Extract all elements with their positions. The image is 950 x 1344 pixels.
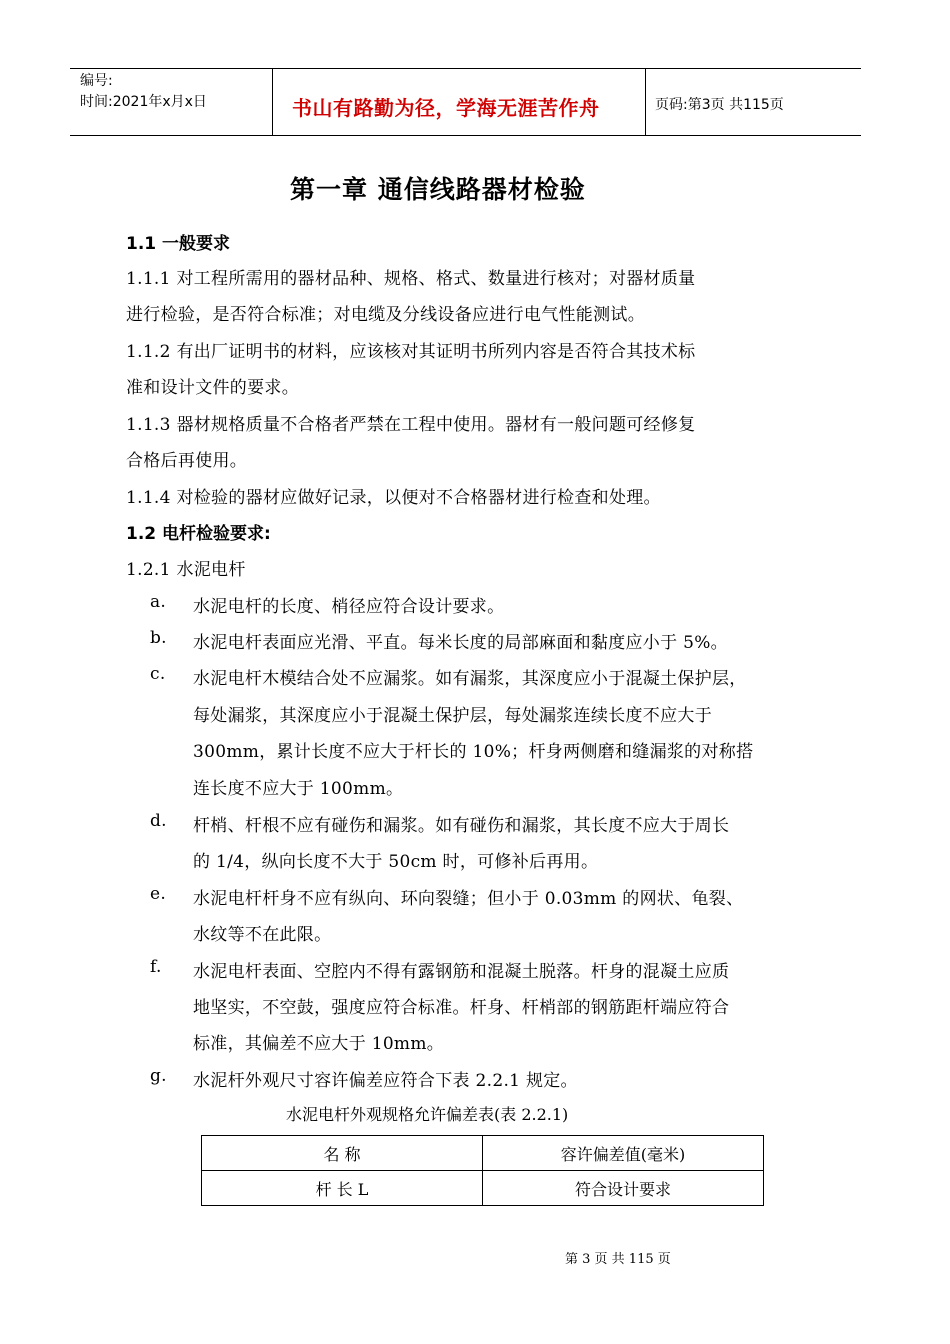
list-item-c-line2: 每处漏浆，其深度应小于混凝土保护层，每处漏浆连续长度不应大于 <box>193 706 712 726</box>
list-marker-c: c. <box>150 664 166 684</box>
section-heading-1-1: 1.1 一般要求 <box>126 234 231 254</box>
list-marker-e: e. <box>150 884 167 904</box>
list-marker-f: f. <box>150 957 162 977</box>
list-item-c-line1: 水泥电杆木模结合处不应漏浆。如有漏浆，其深度应小于混凝土保护层， <box>193 669 747 689</box>
list-item-g-line1: 水泥杆外观尺寸容许偏差应符合下表 2.2.1 规定。 <box>193 1071 578 1091</box>
document-number-label: 编号: <box>80 73 113 89</box>
tolerance-table <box>201 1135 764 1206</box>
table-header-value: 容许偏差值(毫米) <box>483 1136 764 1171</box>
paragraph-1-2-1: 1.2.1 水泥电杆 <box>126 560 246 580</box>
list-marker-d: d. <box>150 811 167 831</box>
paragraph-1-1-2-line2: 准和设计文件的要求。 <box>126 378 299 398</box>
list-item-e-line1: 水泥电杆杆身不应有纵向、环向裂缝；但小于 0.03mm 的网状、龟裂、 <box>193 889 744 909</box>
paragraph-1-1-1-line1: 1.1.1 对工程所需用的器材品种、规格、格式、数量进行核对；对器材质量 <box>126 269 696 289</box>
paragraph-1-1-2-line1: 1.1.2 有出厂证明书的材料，应该核对其证明书所列内容是否符合其技术标 <box>126 342 696 362</box>
list-item-c-line3: 300mm，累计长度不应大于杆长的 10%；杆身两侧磨和缝漏浆的对称搭 <box>193 742 754 762</box>
page-footer: 第 3 页 共 115 页 <box>565 1252 671 1267</box>
paragraph-1-1-3-line2: 合格后再使用。 <box>126 451 248 471</box>
paragraph-1-1-3-line1: 1.1.3 器材规格质量不合格者严禁在工程中使用。器材有一般问题可经修复 <box>126 415 696 435</box>
list-item-f-line2: 地坚实，不空鼓，强度应符合标准。杆身、杆梢部的钢筋距杆端应符合 <box>193 998 730 1018</box>
list-item-b-line1: 水泥电杆表面应光滑、平直。每米长度的局部麻面和黏度应小于 5%。 <box>193 633 728 653</box>
header-motto: 书山有路勤为径，学海无涯苦作舟 <box>292 96 600 120</box>
list-marker-b: b. <box>150 628 167 648</box>
paragraph-1-1-1-line2: 进行检验，是否符合标准；对电缆及分线设备应进行电气性能测试。 <box>126 305 645 325</box>
header-divider-right <box>645 68 646 136</box>
table-cell-value: 符合设计要求 <box>483 1171 764 1206</box>
header-page-label: 页码:第3页 共115页 <box>655 97 784 113</box>
list-item-f-line1: 水泥电杆表面、空腔内不得有露钢筋和混凝土脱落。杆身的混凝土应质 <box>193 962 730 982</box>
header-bottom-rule <box>70 135 861 136</box>
list-item-a-line1: 水泥电杆的长度、梢径应符合设计要求。 <box>193 597 505 617</box>
table-cell-name: 杆 长 L <box>202 1171 483 1206</box>
paragraph-1-1-4: 1.1.4 对检验的器材应做好记录，以便对不合格器材进行检查和处理。 <box>126 488 661 508</box>
header-divider-left <box>272 68 273 136</box>
list-item-f-line3: 标准，其偏差不应大于 10mm。 <box>193 1034 445 1054</box>
section-heading-1-2: 1.2 电杆检验要求: <box>126 524 271 544</box>
list-item-d-line1: 杆梢、杆根不应有碰伤和漏浆。如有碰伤和漏浆，其长度不应大于周长 <box>193 816 730 836</box>
table-header-row <box>202 1136 764 1171</box>
document-time-label: 时间:2021年x月x日 <box>80 94 207 110</box>
table-caption: 水泥电杆外观规格允许偏差表(表 2.2.1) <box>286 1105 569 1124</box>
chapter-title: 第一章 通信线路器材检验 <box>290 175 586 204</box>
list-marker-a: a. <box>150 592 167 612</box>
list-item-c-line4: 连长度不应大于 100mm。 <box>193 779 404 799</box>
list-item-e-line2: 水纹等不在此限。 <box>193 925 332 945</box>
list-marker-g: g. <box>150 1066 167 1086</box>
table-header-name: 名 称 <box>202 1136 483 1171</box>
list-item-d-line2: 的 1/4，纵向长度不大于 50cm 时，可修补后再用。 <box>193 852 599 872</box>
header-top-rule <box>70 68 861 69</box>
table-row <box>202 1171 764 1206</box>
